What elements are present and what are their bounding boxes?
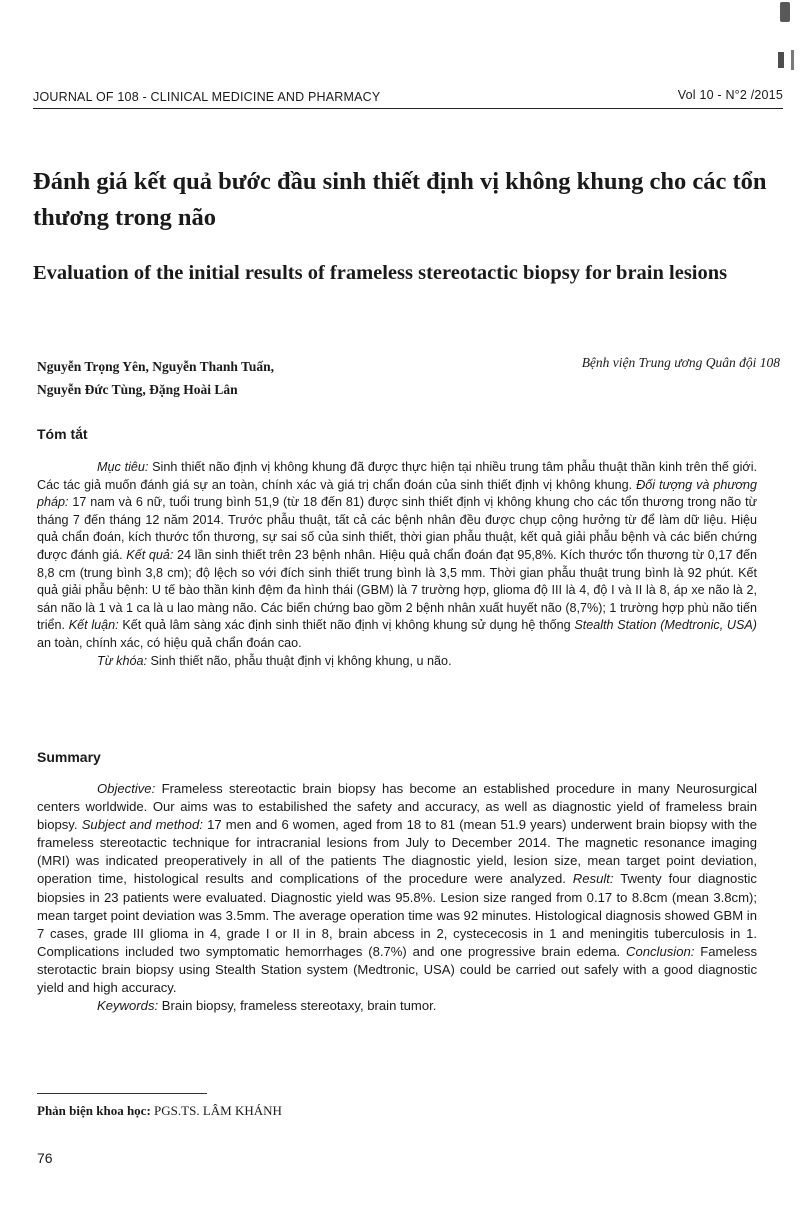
- affiliation: Bệnh viện Trung ương Quân đội 108: [581, 355, 780, 370]
- summary-heading: Summary: [37, 749, 101, 765]
- result-label: Result:: [572, 871, 614, 887]
- reviewer-note: [37, 1103, 282, 1119]
- journal-name: JOURNAL OF 108 - CLINICAL MEDICINE AND PHARMACY: [33, 90, 381, 104]
- abstract-paragraph: [37, 459, 757, 653]
- objective-label: Mục tiêu:: [97, 460, 149, 474]
- keywords-label: Keywords:: [97, 998, 159, 1014]
- method-label: Subject and method:: [81, 817, 203, 833]
- abstract-vietnamese: [37, 459, 757, 670]
- reviewer-label: Phản biện khoa học:: [37, 1103, 151, 1118]
- scan-artifacts: [768, 0, 808, 80]
- method-label: Đối tượng và phương pháp:: [37, 477, 757, 510]
- author-line: Nguyễn Đức Tùng, Đặng Hoài Lân: [37, 382, 238, 397]
- title-english: Evaluation of the initial results of frameless stereotactic biopsy for brain lesions: [33, 262, 728, 284]
- keywords-text: Brain biopsy, frameless stereotaxy, brain tumor.: [158, 998, 437, 1014]
- result-label: Kết quả:: [126, 547, 174, 562]
- conclusion-label: Conclusion:: [625, 943, 695, 959]
- summary-paragraph: [37, 780, 757, 997]
- running-header: [33, 88, 783, 108]
- conclusion-tail: an toàn, chính xác, có hiệu quả chẩn đoán cao.: [37, 635, 302, 650]
- keywords-paragraph: [37, 997, 757, 1015]
- reviewer-name: PGS.TS. LÂM KHÁNH: [150, 1103, 282, 1118]
- result-text: 24 lần sinh thiết trên 23 bệnh nhân. Hiệu quả chẩn đoán đạt 95,8%. Kích thước tổn thương từ 0,17 đến 8,8 cm (trung bình 3,8 cm); độ lệch so với đích sinh thiết trung bình là 3,5 mm. Thời gian phẫu thuật trung bình là 92 phút. Kết quả giải phẫu bệnh: U tế bào thần kinh đệm đa hình thái (GBM) là 7 trường hợp, glioma độ III là 4, độ I và II là 8, áp xe não là 2, sán não là 1 và 1 ca là u lao màng não. Các biến chứng bao gồm 2 bệnh nhân xuất huyết não (8,7%); 1 trường hợp phù não tiến triển.: [37, 547, 757, 633]
- footnote-rule: [37, 1093, 207, 1094]
- objective-label: Objective:: [97, 781, 156, 796]
- author-list: [37, 355, 457, 401]
- summary-english: [37, 780, 757, 1015]
- objective-text: Frameless stereotactic brain biopsy has become an established procedure in many Neurosurgical centers worldwide. Our aims was to estabilished the safety and accuracy, as well as diagnostic yield of frameless brain biopsy.: [37, 781, 757, 833]
- scan-mark: [780, 2, 790, 22]
- scan-mark: [778, 52, 784, 68]
- conclusion-italic: Stealth Station (Medtronic, USA): [574, 618, 758, 633]
- scan-mark: [791, 50, 794, 70]
- volume-issue: Vol 10 - N°2 /2015: [677, 88, 783, 102]
- conclusion-text: Kết quả lâm sàng xác định sinh thiết não định vị không khung sử dụng hệ thống: [118, 618, 575, 633]
- method-text: 17 men and 6 women, aged from 18 to 81 (mean 51.9 years) underwent brain biopsy with the frameless stereotactic technique for intracranial lesions from July to December 2014. The magnetic resonance imaging (MRI) was indicated preoperatively in all of the patients The diagnostic yield, lesion size, mean target point deviation, operation time, histological results and complications of the procedure were analyzed.: [37, 817, 758, 887]
- keywords-paragraph: [37, 653, 757, 671]
- keywords-label: Từ khóa:: [97, 653, 147, 668]
- method-text: 17 nam và 6 nữ, tuổi trung bình 51,9 (từ 18 đến 81) được sinh thiết định vị không khung cho các tổn thương trong não từ tháng 7 đến tháng 12 năm 2014. Trước phẫu thuật, tất cả các bệnh nhân đều được chụp cộng hưởng từ để làm dữ liệu. Hiệu quả chẩn đoán, kích thước tổn thương, sự sai số của sinh thiết, thời gian phẫu thuật, kết quả giải phẫu bệnh và các biến chứng được đánh giá.: [37, 495, 757, 562]
- page-number: 76: [37, 1150, 53, 1166]
- author-line: Nguyễn Trọng Yên, Nguyễn Thanh Tuấn,: [37, 359, 274, 374]
- conclusion-text: Fameless sterotactic brain biopsy using Stealth Station system (Medtronic, USA) could be carried out safely with a good diagnostic yield and high accuracy.: [37, 943, 757, 996]
- title-vietnamese: Đánh giá kết quả bước đầu sinh thiết định vị không khung cho các tổn thương trong não: [33, 168, 767, 231]
- keywords-text: Sinh thiết não, phẫu thuật định vị không khung, u não.: [146, 653, 452, 668]
- abstract-heading: Tóm tắt: [37, 426, 88, 442]
- result-text: Twenty four diagnostic biopsies in 23 patients were evaluated. Diagnostic yield was 95.8%. Lesion size ranged from 0.17 to 8.8cm (mean 3.8cm); mean target point deviation was 3.5mm. The average operation time was 92 minutes. Histological diagnosis showed GBM in 7 cases, grade III glioma in 4, grade I or II in 8, brain abcess in 2, cystececosis in 1 and meningitis tuberculosis in 1. Complications included two symptomatic hemorrhages (8.7%) and one progressive brain edema.: [37, 871, 757, 959]
- header-rule: [33, 108, 783, 109]
- objective-text: Sinh thiết não định vị không khung đã được thực hiện tại nhiều trung tâm phẫu thuật thần kinh trên thế giới. Các tác giả muốn đánh giá sự an toàn, chính xác và giá trị chẩn đoán của sinh thiết định vị không khung.: [37, 460, 757, 492]
- conclusion-label: Kết luận:: [68, 618, 119, 633]
